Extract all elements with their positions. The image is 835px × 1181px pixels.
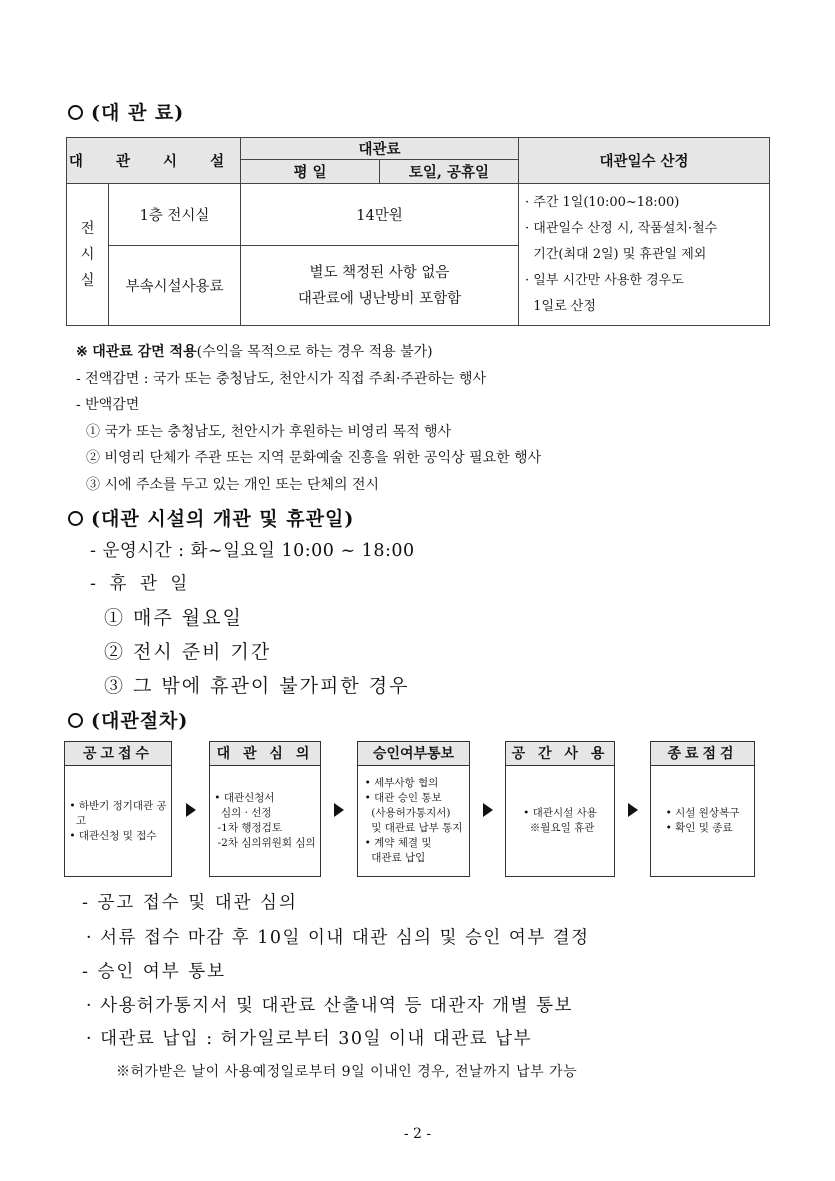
row-group-exhibition: 전 시 실	[67, 184, 109, 326]
section-title: (대관 시설의 개관 및 휴관일)	[91, 508, 355, 530]
fee-table	[66, 137, 770, 326]
days-note-line: 1일로 산정	[525, 298, 596, 314]
days-note-line: · 대관일수 산정 시, 작품설치·철수	[525, 220, 718, 236]
header-weekday: 평 일	[241, 160, 380, 184]
discount-title-line	[76, 339, 541, 366]
flow-step-review	[209, 741, 321, 877]
flow-step-approval	[357, 741, 470, 877]
page-number: - 2 -	[403, 1126, 432, 1142]
discount-title-note: (수익을 목적으로 하는 경우 적용 불가)	[196, 344, 433, 360]
closed-item: ① 매주 월요일	[104, 607, 243, 629]
section-heading-fee	[68, 98, 184, 125]
arrow-right-icon	[186, 803, 196, 817]
fee-note: 별도 책정된 사항 없음	[309, 264, 450, 281]
flow-step-body: • 하반기 정기대관 공 고 • 대관신청 및 접수	[69, 799, 167, 842]
flow-step-head: 종료점검	[651, 742, 754, 766]
section-title: (대관절차)	[91, 710, 189, 732]
fee-note: 대관료에 냉난방비 포함함	[297, 290, 462, 307]
arrow-right-icon	[628, 803, 638, 817]
discount-title: 대관료 감면 적용	[92, 344, 197, 360]
arrow-right-icon	[334, 803, 344, 817]
discount-item: ① 국가 또는 충청남도, 천안시가 후원하는 비영리 목적 행사	[86, 423, 452, 440]
procedure-line: · 사용허가통지서 및 대관료 산출내역 등 대관자 개별 통보	[86, 996, 573, 1016]
flow-step-use	[505, 741, 615, 877]
facility-fee: 14만원	[241, 184, 519, 246]
facility-fee	[241, 246, 519, 326]
header-weekend: 토일, 공휴일	[380, 160, 519, 184]
facility-name: 1층 전시실	[109, 184, 241, 246]
note-mark: ※	[76, 344, 88, 360]
discount-notes	[76, 339, 541, 498]
procedure-line: - 승인 여부 통보	[82, 962, 227, 982]
flow-step-finish	[650, 741, 755, 877]
arrow-right-icon	[483, 803, 493, 817]
discount-half: - 반액감면	[76, 397, 140, 413]
footnote: ※허가받은 날이 사용예정일로부터 9일 이내인 경우, 전날까지 납부 가능	[116, 1064, 578, 1080]
discount-full: - 전액감면 : 국가 또는 충청남도, 천안시가 직접 주최·주관하는 행사	[76, 370, 487, 387]
facility-name: 부속시설사용료	[109, 246, 241, 326]
circle-bullet-icon	[68, 105, 83, 120]
closed-item: ② 전시 준비 기간	[104, 641, 272, 663]
circle-bullet-icon	[68, 511, 83, 526]
flow-step-body: • 세부사항 협의 • 대관 승인 통보 (사용허가통지서) 및 대관료 납부 통지 • 계약 체결 및 대관료 납입	[364, 777, 463, 864]
procedure-line: - 공고 접수 및 대관 심의	[82, 893, 298, 913]
flow-step-head: 승인여부통보	[358, 742, 469, 766]
section-title: (대 관 료)	[91, 102, 185, 124]
flow-step-body: • 시설 원상복구 • 확인 및 종료	[665, 807, 740, 834]
days-note-line: · 일부 시간만 사용한 경우도	[525, 272, 684, 288]
flow-step-head: 공 간 사 용	[506, 742, 614, 766]
flow-step-head: 공고접수	[65, 742, 171, 766]
days-note-line: · 주간 1일(10:00~18:00)	[525, 194, 680, 210]
circle-bullet-icon	[68, 713, 83, 728]
header-facility: 대 관 시 설	[67, 138, 241, 184]
discount-item: ② 비영리 단체가 주관 또는 지역 문화예술 진흥을 위한 공익상 필요한 행사	[86, 450, 542, 466]
flow-step-body: • 대관시설 사용 ※월요일 휴관	[523, 807, 597, 834]
header-days: 대관일수 산정	[519, 138, 770, 184]
header-fee: 대관료	[241, 138, 519, 160]
days-notes	[519, 184, 770, 326]
procedure-line: · 서류 접수 마감 후 10일 이내 대관 심의 및 승인 여부 결정	[86, 928, 590, 948]
section-heading-hours	[68, 504, 354, 531]
section-heading-procedure	[68, 706, 188, 733]
hours-line: - 운영시간 : 화~일요일 10:00 ~ 18:00	[90, 541, 415, 561]
flow-step-announce	[64, 741, 172, 877]
flow-step-head: 대 관 심 의	[210, 742, 320, 766]
discount-item: ③ 시에 주소를 두고 있는 개인 또는 단체의 전시	[86, 476, 380, 493]
flow-step-body: • 대관신청서 심의 · 선정 -1차 행정검토 -2차 심의위원회 심의	[214, 792, 316, 849]
closed-days-label: - 휴 관 일	[90, 574, 192, 594]
days-note-line: 기간(최대 2일) 및 휴관일 제외	[525, 246, 707, 262]
closed-item: ③ 그 밖에 휴관이 불가피한 경우	[104, 675, 410, 697]
procedure-line: · 대관료 납입 : 허가일로부터 30일 이내 대관료 납부	[86, 1029, 532, 1049]
